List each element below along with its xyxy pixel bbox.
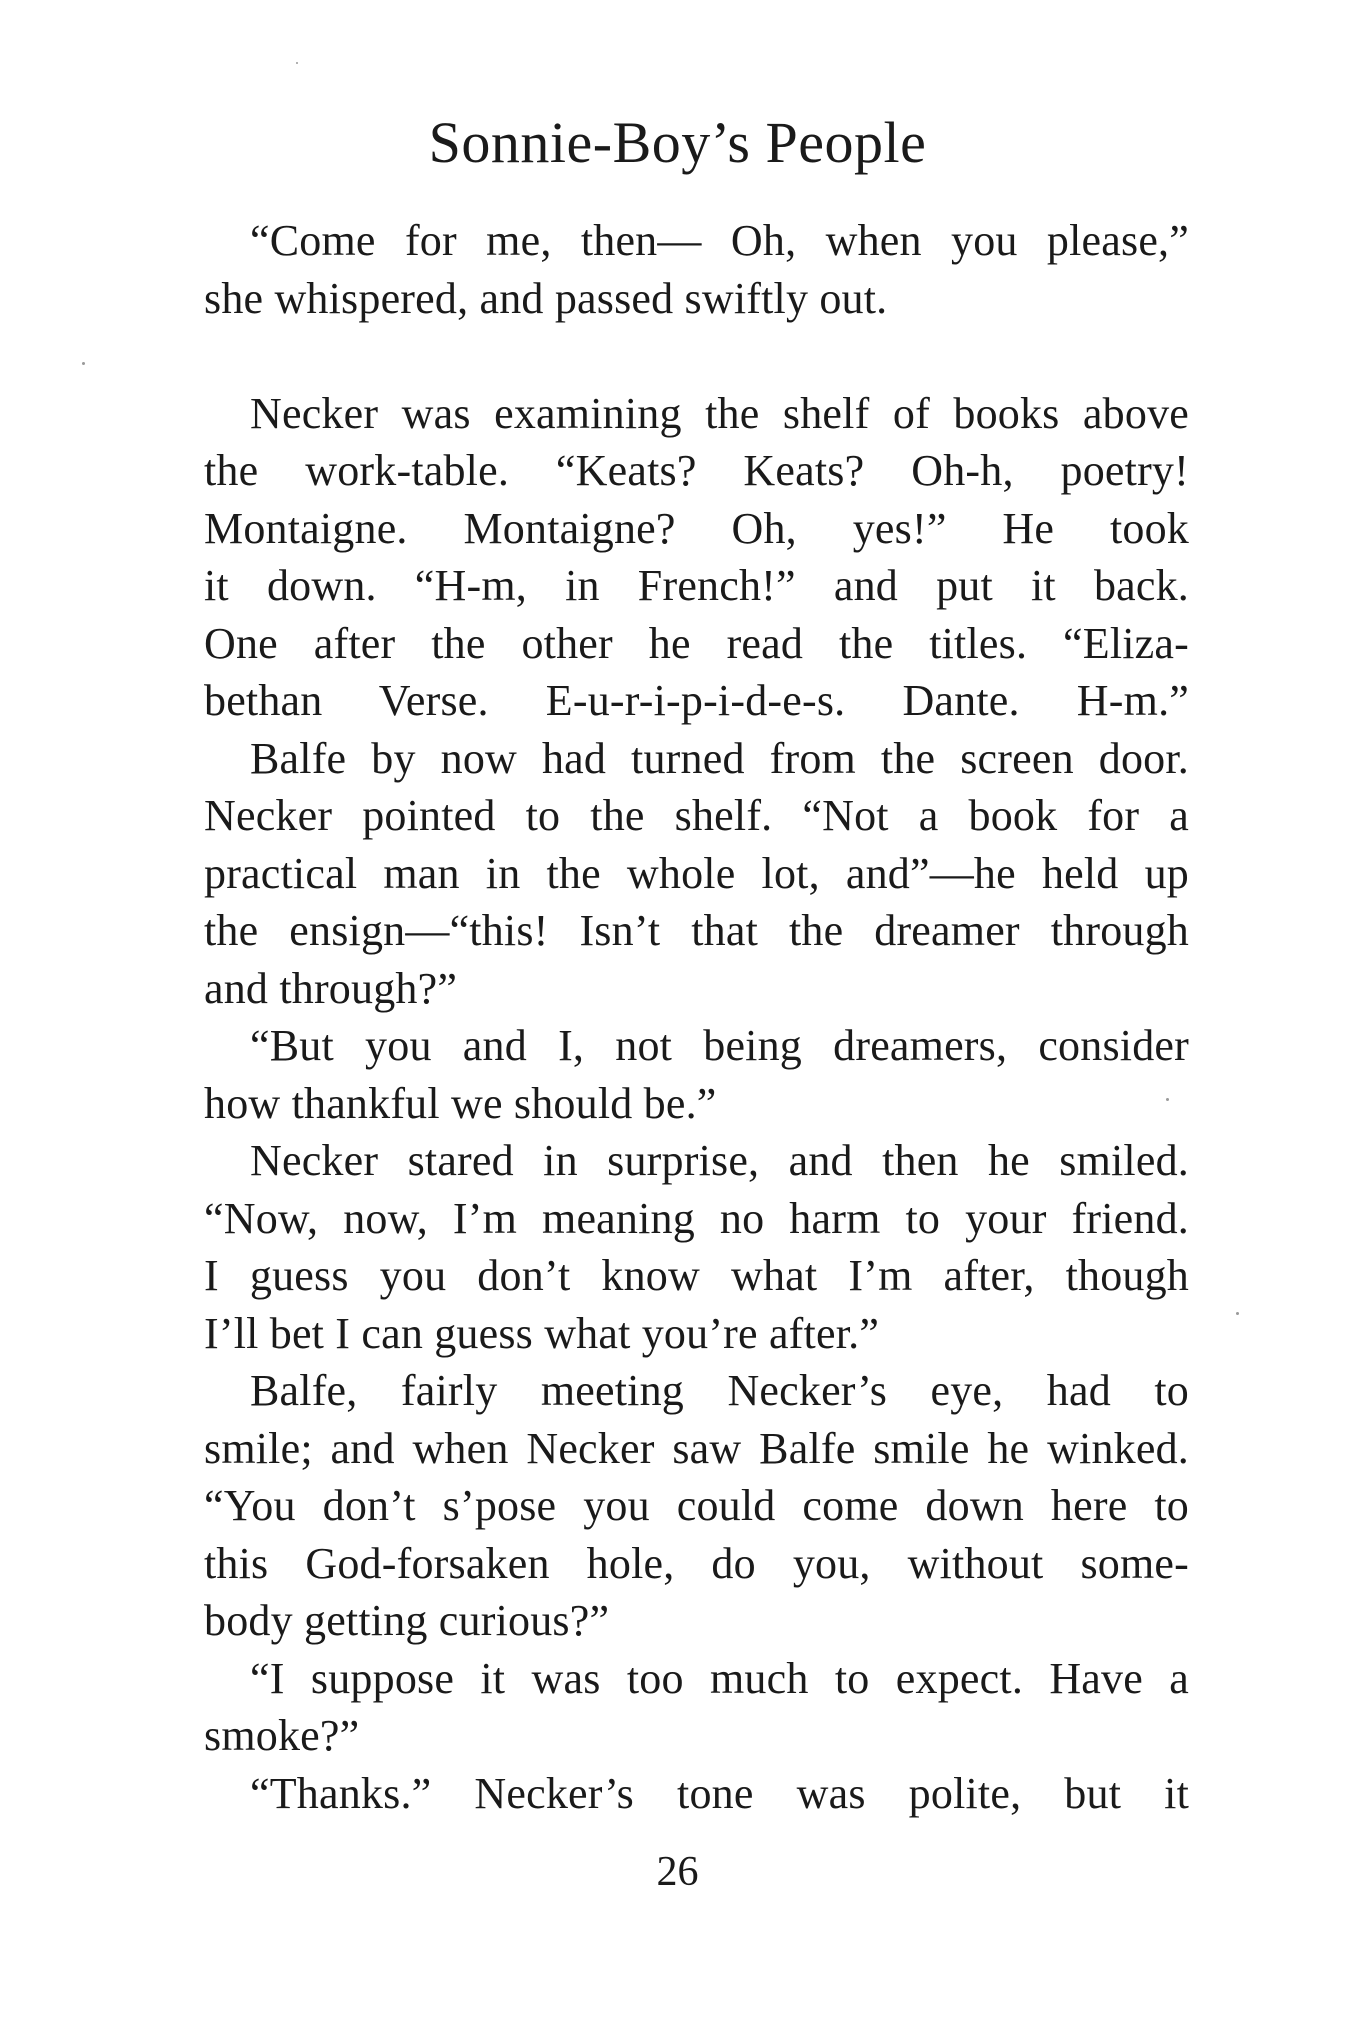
paragraph bbox=[204, 1650, 1189, 1765]
text-line: “Thanks.” Necker’s tone was polite, but it bbox=[250, 1768, 1189, 1818]
text-line: I’ll bet I can guess what you’re after.” bbox=[204, 1308, 880, 1358]
text-line: Balfe, fairly meeting Necker’s eye, had to bbox=[250, 1366, 1189, 1415]
body-text bbox=[204, 212, 1189, 1822]
text-line: she whispered, and passed swiftly out. bbox=[204, 273, 888, 323]
scan-speck bbox=[82, 362, 85, 365]
text-line: how thankful we should be.” bbox=[204, 1078, 717, 1128]
paragraph bbox=[204, 1132, 1189, 1362]
text-line: the ensign—“this! Isn’t that the dreamer through bbox=[204, 906, 1189, 955]
text-line: practical man in the whole lot, and”—he held up bbox=[204, 848, 1189, 898]
text-line: Necker pointed to the shelf. “Not a book for a bbox=[204, 791, 1189, 840]
text-line: “Come for me, then— Oh, when you please,” bbox=[250, 216, 1189, 265]
running-head: Sonnie-Boy’s People bbox=[428, 110, 927, 175]
paragraph bbox=[204, 385, 1189, 730]
text-line: “Now, now, I’m meaning no harm to your friend. bbox=[204, 1193, 1189, 1243]
text-line: the work-table. “Keats? Keats? Oh-h, poetry! bbox=[204, 446, 1189, 495]
text-line: Necker stared in surprise, and then he smiled. bbox=[250, 1136, 1189, 1185]
text-line: Balfe by now had turned from the screen door. bbox=[250, 733, 1189, 783]
page-number: 26 bbox=[656, 1849, 699, 1895]
section-break bbox=[204, 327, 1189, 385]
text-line: “You don’t s’pose you could come down here to bbox=[204, 1481, 1189, 1530]
text-line: it down. “H-m, in French!” and put it back. bbox=[204, 561, 1189, 610]
scan-speck bbox=[1236, 1312, 1239, 1315]
text-line: and through?” bbox=[204, 963, 458, 1013]
text-line: I guess you don’t know what I’m after, though bbox=[204, 1251, 1189, 1300]
scan-speck bbox=[1166, 1098, 1169, 1101]
text-line: smile; and when Necker saw Balfe smile he winked. bbox=[204, 1423, 1189, 1473]
paragraph bbox=[204, 1362, 1189, 1650]
text-line: One after the other he read the titles. “Eliza- bbox=[204, 618, 1189, 668]
paragraph bbox=[204, 1765, 1189, 1823]
text-line: bethan Verse. E-u-r-i-p-i-d-e-s. Dante. H-m.” bbox=[204, 676, 1189, 725]
text-line: Necker was examining the shelf of books above bbox=[250, 388, 1189, 438]
text-line: Montaigne. Montaigne? Oh, yes!” He took bbox=[204, 503, 1189, 553]
scan-speck bbox=[296, 62, 298, 64]
text-line: this God-forsaken hole, do you, without some- bbox=[204, 1538, 1189, 1588]
paragraph bbox=[204, 1017, 1189, 1132]
paragraph bbox=[204, 212, 1189, 327]
text-line: “But you and I, not being dreamers, consider bbox=[250, 1021, 1189, 1070]
paragraph bbox=[204, 730, 1189, 1018]
text-line: smoke?” bbox=[204, 1711, 360, 1760]
text-line: “I suppose it was too much to expect. Have a bbox=[250, 1653, 1189, 1703]
text-line: body getting curious?” bbox=[204, 1596, 610, 1645]
